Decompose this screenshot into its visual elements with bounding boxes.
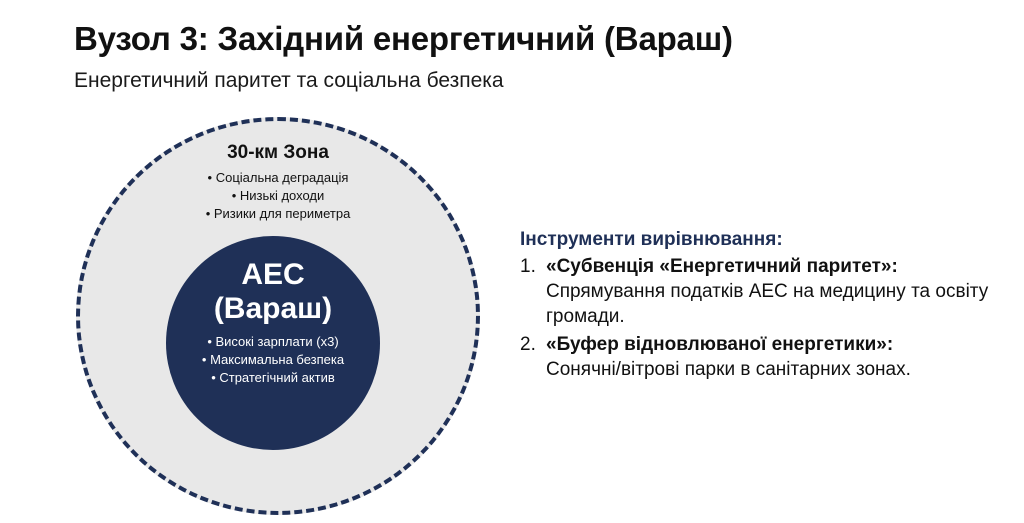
tools-heading: Інструменти вирівнювання: bbox=[520, 229, 783, 250]
inner-core-item: • Стратегічний актив bbox=[211, 370, 335, 385]
tools-item-head: «Субвенція «Енергетичний паритет»: bbox=[546, 256, 898, 277]
outer-zone-label-group bbox=[76, 141, 480, 223]
tools-item bbox=[520, 332, 1000, 382]
tools-panel bbox=[520, 228, 1000, 385]
outer-zone-item: • Низькі доходи bbox=[231, 188, 325, 203]
inner-core-list bbox=[166, 333, 380, 387]
inner-core-title bbox=[166, 258, 380, 326]
inner-core-title-line1: АЕС bbox=[241, 258, 305, 291]
tools-list bbox=[520, 254, 1000, 382]
tools-item-number: 2. bbox=[520, 334, 536, 355]
outer-zone-title: 30-км Зона bbox=[227, 142, 329, 163]
outer-zone-item: • Соціальна деградація bbox=[207, 170, 349, 185]
inner-core-title-line2: (Вараш) bbox=[213, 292, 333, 325]
tools-item-body bbox=[546, 332, 1000, 382]
tools-item-desc: Сонячні/вітрові парки в санітарних зонах. bbox=[546, 359, 911, 380]
tools-item-body bbox=[546, 254, 1000, 329]
inner-core-item: • Максимальна безпека bbox=[201, 352, 345, 367]
tools-item-desc: Спрямування податків АЕС на медицину та освіту громади. bbox=[546, 281, 989, 327]
inner-core-circle bbox=[166, 236, 380, 450]
tools-item-head: «Буфер відновлюваної енергетики»: bbox=[546, 334, 894, 355]
inner-core-item: • Високі зарплати (х3) bbox=[207, 334, 339, 349]
page-subtitle: Енергетичний паритет та соціальна безпека bbox=[74, 69, 504, 92]
tools-item bbox=[520, 254, 1000, 329]
tools-item-number: 1. bbox=[520, 256, 536, 277]
page-title: Вузол 3: Західний енергетичний (Вараш) bbox=[74, 20, 733, 57]
outer-zone-list bbox=[76, 169, 480, 223]
outer-zone-item: • Ризики для периметра bbox=[205, 206, 351, 221]
